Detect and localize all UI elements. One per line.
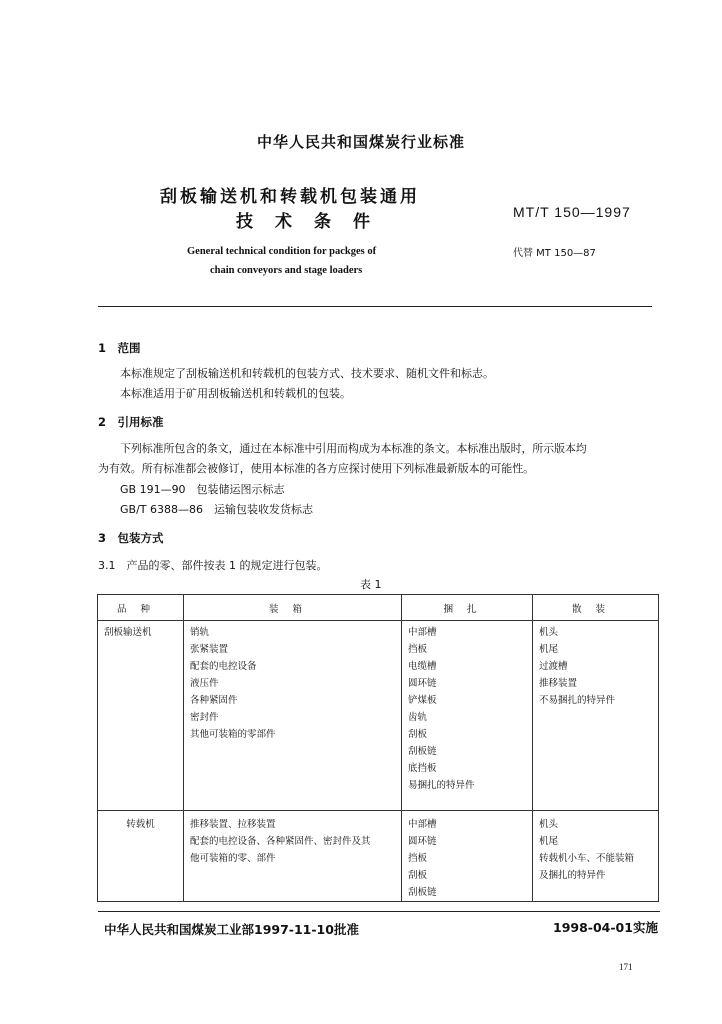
list-item: 配套的电控设备 [190, 661, 257, 672]
row-category: 转载机 [98, 811, 184, 902]
header-category: 品种 [98, 595, 184, 621]
page-number: 171 [619, 962, 633, 972]
top-divider [98, 306, 652, 307]
list-item: 机尾 [539, 836, 559, 847]
list-item: 机头 [539, 627, 559, 638]
section-3-heading: 3 包装方式 [98, 531, 164, 545]
list-item: 刮板 [408, 870, 428, 881]
list-item: 铲煤板 [408, 695, 437, 706]
list-item: 刮板链 [408, 887, 437, 898]
list-item: 液压件 [190, 678, 219, 689]
section-2-para-2: 为有效。所有标准都会被修订，使用本标准的各方应探讨使用下列标准最新版本的可能性。 [98, 462, 534, 475]
table-row [98, 621, 659, 811]
list-item: 底挡板 [408, 763, 437, 774]
row-bundled-items [402, 621, 533, 811]
row-boxed-items [184, 621, 402, 811]
title-line-1: 刮板输送机和转载机包装通用 [160, 187, 420, 207]
list-item: 刮板 [408, 729, 428, 740]
replaces-note: 代替 MT 150—87 [513, 248, 596, 259]
list-item: 销轨 [190, 627, 210, 638]
list-item: 易捆扎的特异件 [408, 780, 475, 791]
table-caption: 表 1 [360, 578, 382, 591]
list-item: 他可装箱的零、部件 [190, 853, 276, 864]
section-1-para-1: 本标准规定了刮板输送机和转载机的包装方式、技术要求、随机文件和标志。 [120, 367, 494, 380]
list-item: 挡板 [408, 644, 428, 655]
list-item: 挡板 [408, 853, 428, 864]
list-item: 齿轨 [408, 712, 428, 723]
row-bundled-items [402, 811, 533, 902]
list-item: 推移装置 [539, 678, 578, 689]
list-item: 中部槽 [408, 627, 437, 638]
list-item: 不易捆扎的特异件 [539, 695, 616, 706]
reference-gbt6388: GB/T 6388—86 运输包装收发货标志 [120, 503, 313, 516]
standard-number: MT/T 150—1997 [513, 204, 631, 220]
list-item: 圆环链 [408, 678, 437, 689]
section-2-heading: 2 引用标准 [98, 415, 164, 429]
list-item: 圆环链 [408, 836, 437, 847]
english-title-line-1: General technical condition for packges of [187, 246, 377, 257]
approval-note: 中华人民共和国煤炭工业部1997-11-10批准 [104, 922, 359, 937]
list-item: 推移装置、拉移装置 [190, 819, 276, 830]
list-item: 其他可装箱的零部件 [190, 729, 276, 740]
list-item: 机尾 [539, 644, 559, 655]
list-item: 机头 [539, 819, 559, 830]
title-line-2: 技术条件 [236, 212, 392, 232]
packaging-table [97, 594, 659, 902]
list-item: 张紧装置 [190, 644, 229, 655]
header-bulk: 散装 [533, 595, 659, 621]
implementation-date: 1998-04-01实施 [553, 920, 658, 935]
header-boxed: 装箱 [184, 595, 402, 621]
english-title-line-2: chain conveyors and stage loaders [210, 265, 363, 276]
list-item: 各种紧固件 [190, 695, 238, 706]
row-category: 刮板输送机 [98, 621, 184, 811]
row-bulk-items [533, 621, 659, 811]
list-item: 刮板链 [408, 746, 437, 757]
section-2-para-1: 下列标准所包含的条文，通过在本标准中引用而构成为本标准的条文。本标准出版时，所示版本均 [120, 442, 587, 455]
publication-header: 中华人民共和国煤炭行业标准 [256, 133, 465, 151]
list-item: 中部槽 [408, 819, 437, 830]
row-bulk-items [533, 811, 659, 902]
list-item: 密封件 [190, 712, 219, 723]
section-1-heading: 1 范围 [98, 341, 141, 355]
list-item: 配套的电控设备、各种紧固件、密封件及其 [190, 836, 371, 847]
reference-gb191: GB 191—90 包装储运图示标志 [120, 483, 285, 496]
table-row [98, 811, 659, 902]
list-item: 转载机小车、不能装箱 [539, 853, 635, 864]
section-1-para-2: 本标准适用于矿用刮板输送机和转载机的包装。 [120, 387, 351, 400]
bottom-divider [98, 911, 660, 912]
list-item: 过渡槽 [539, 661, 568, 672]
list-item: 电缆槽 [408, 661, 437, 672]
list-item: 及捆扎的特异件 [539, 870, 606, 881]
row-boxed-items [184, 811, 402, 902]
clause-3-1: 3.1 产品的零、部件按表 1 的规定进行包装。 [98, 559, 328, 572]
table-header-row [98, 595, 659, 621]
header-bundled: 捆扎 [402, 595, 533, 621]
